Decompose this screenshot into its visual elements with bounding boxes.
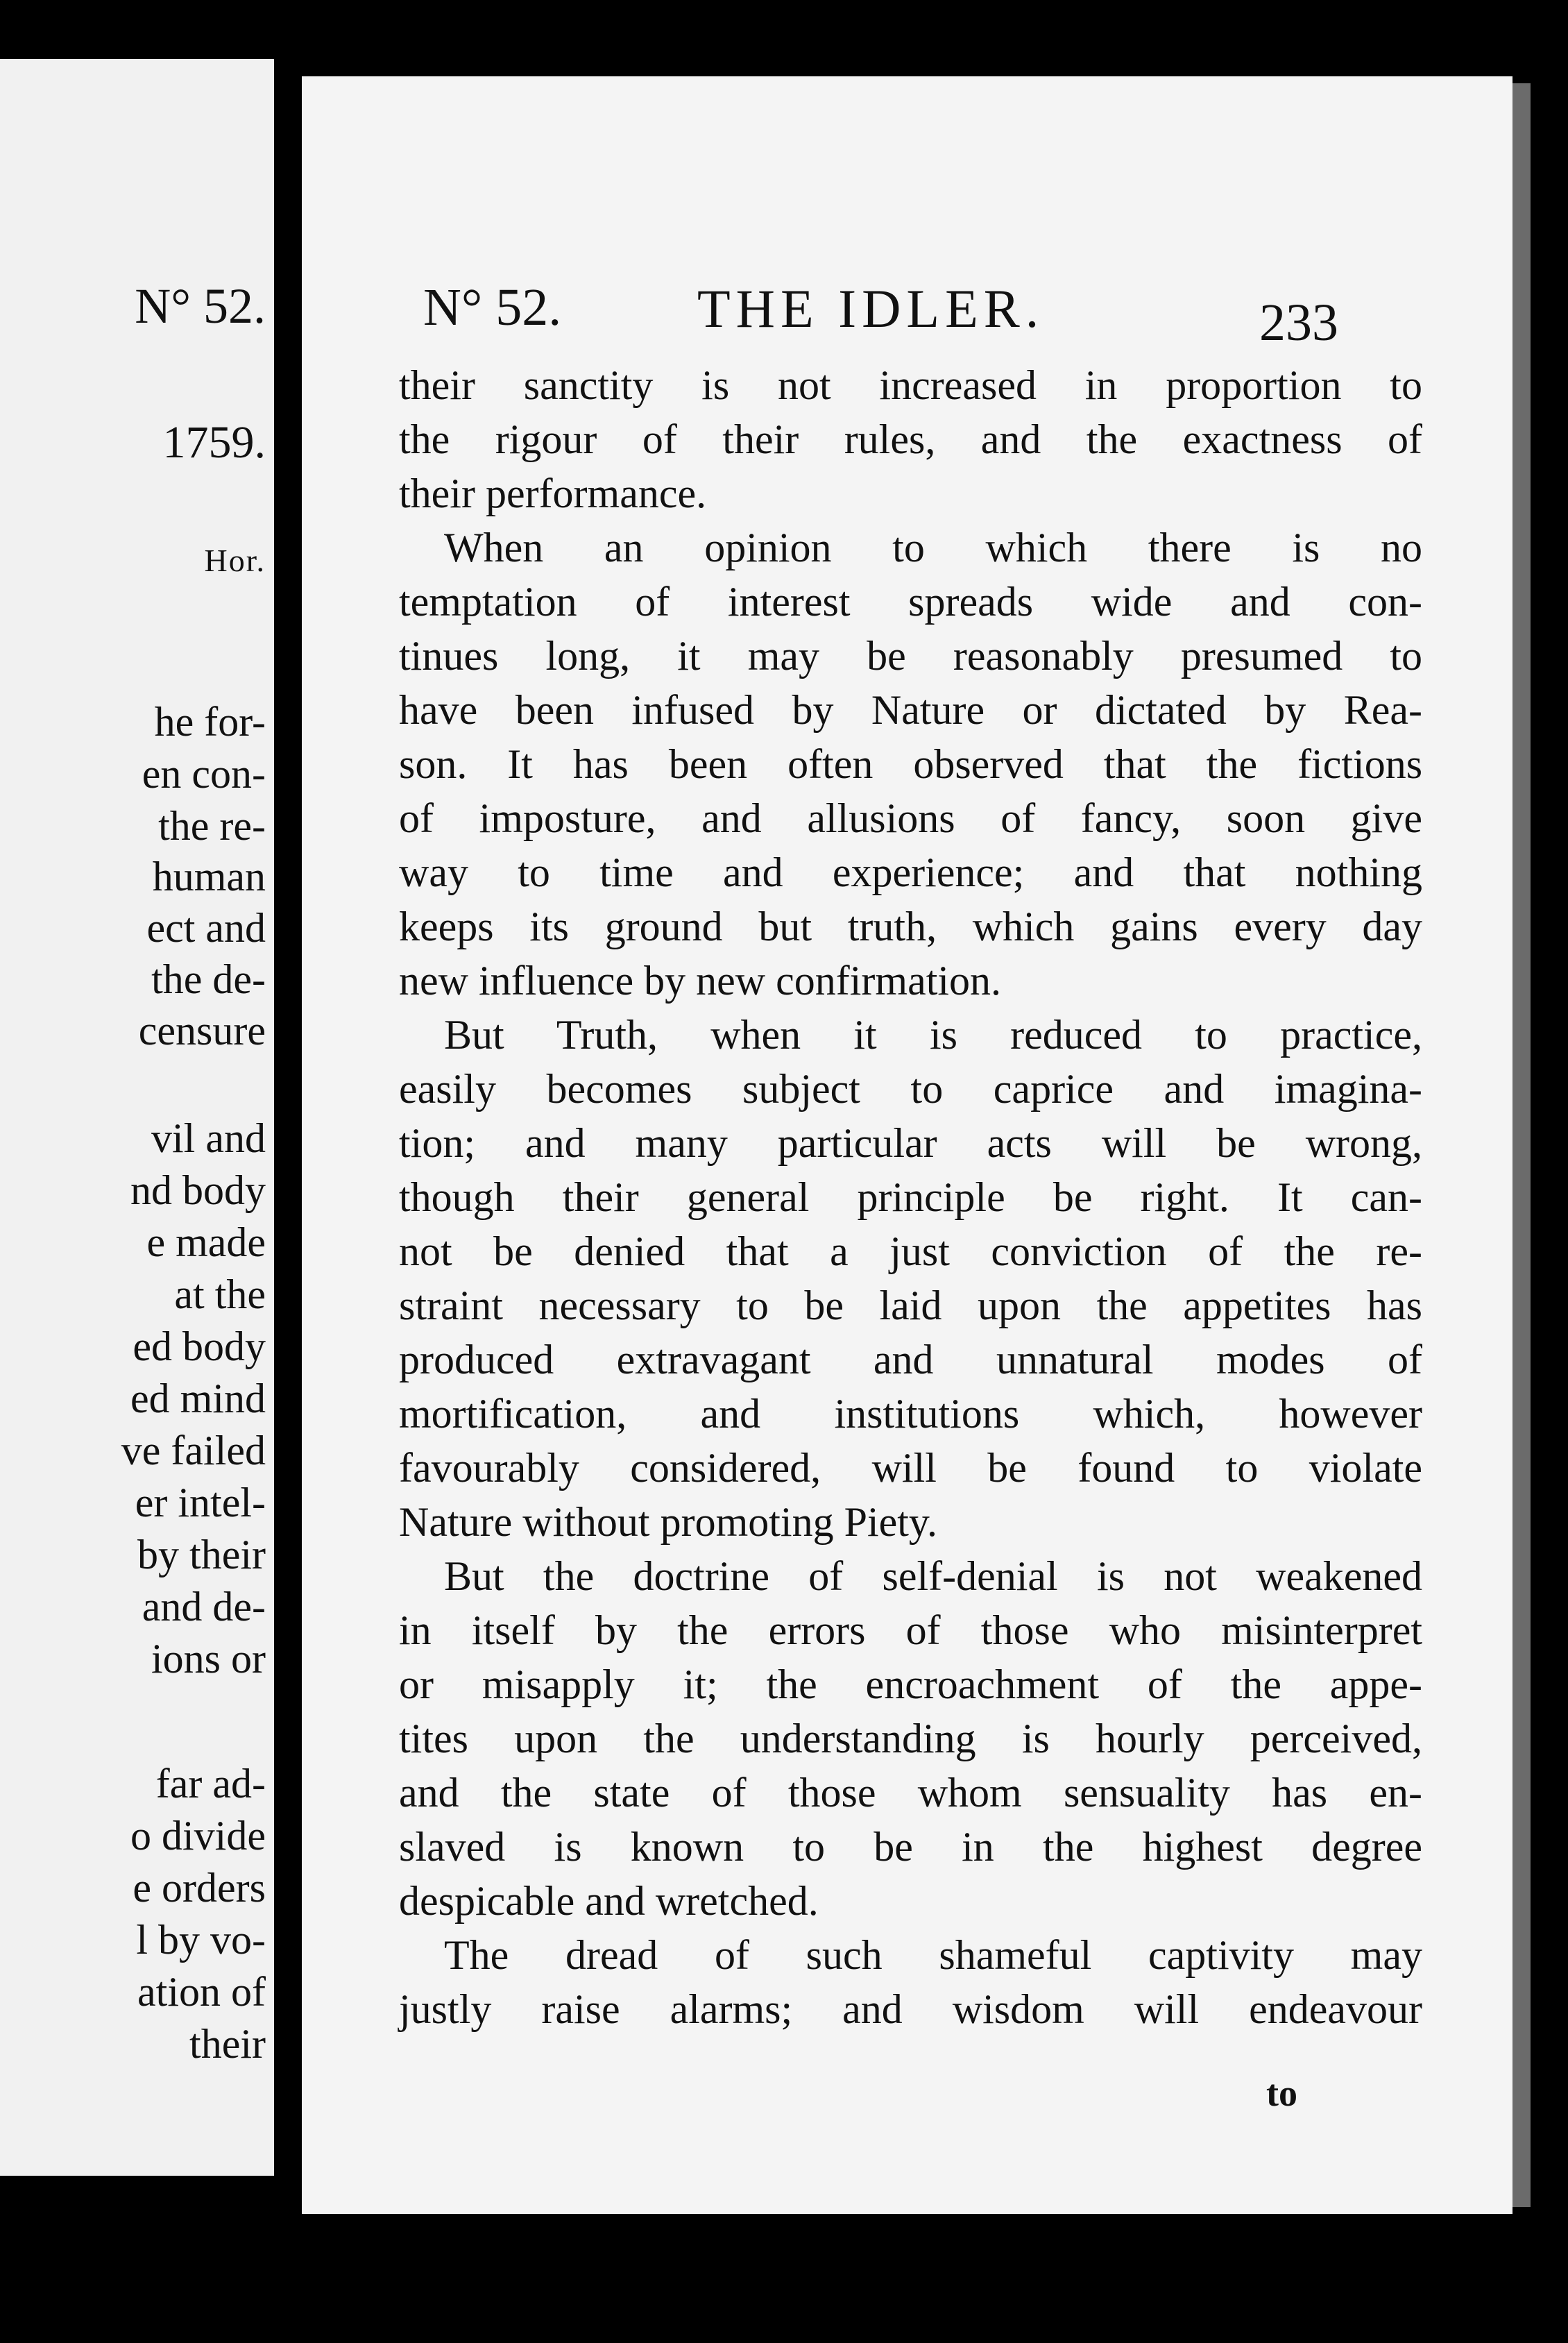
text-line: When an opinion to which there is no (444, 525, 1423, 570)
text-line: in itself by the errors of those who misinterpret (399, 1607, 1423, 1653)
text-line: or misapply it; the encroachment of the appe- (399, 1661, 1423, 1707)
left-fragment-line: the re- (158, 803, 266, 849)
text-line: straint necessary to be laid upon the appetites has (399, 1283, 1422, 1328)
text-line: and the state of those whom sensuality has en- (399, 1770, 1422, 1816)
left-fragment-line: e orders (133, 1865, 266, 1911)
left-fragment-line: o divide (130, 1813, 266, 1859)
left-fragment-line: by their (137, 1532, 266, 1577)
text-line: keeps its ground but truth, which gains every day (399, 904, 1423, 949)
left-fragment-line: ation of (137, 1969, 266, 2015)
text-line: The dread of such shameful captivity may (444, 1932, 1422, 1978)
left-fragment-line: ed body (133, 1323, 266, 1369)
running-head (302, 278, 1512, 354)
text-line: the rigour of their rules, and the exactness of (399, 416, 1422, 462)
left-fragment-line: he for- (154, 699, 266, 745)
text-line: way to time and experience; and that nothing (399, 849, 1422, 895)
left-fragment-line: ve failed (121, 1428, 266, 1473)
left-fragment-line: ed mind (130, 1376, 266, 1421)
text-line: tinues long, it may be reasonably presumed to (399, 633, 1422, 679)
left-fragment-line: ions or (151, 1636, 266, 1682)
text-line: son. It has been often observed that the fictions (399, 741, 1423, 787)
page-edge-shadow (1512, 83, 1531, 2207)
left-fragment-line: nd body (130, 1167, 266, 1213)
left-fragment-line: far ad- (155, 1761, 266, 1807)
current-page (302, 76, 1512, 2214)
text-line: their sanctity is not increased in proportion to (399, 362, 1422, 408)
left-motto-attribution: Hor. (204, 543, 266, 578)
text-line: despicable and wretched. (399, 1878, 819, 1924)
text-line: new influence by new confirmation. (399, 958, 1002, 1004)
text-line: tion; and many particular acts will be wrong, (399, 1120, 1423, 1166)
text-line: Nature without promoting Piety. (399, 1499, 938, 1545)
left-fragment-line: e made (146, 1219, 266, 1265)
catchword: to (1266, 2072, 1297, 2114)
text-line: not be denied that a just conviction of the re- (399, 1228, 1422, 1274)
left-fragment-line: and de- (142, 1584, 266, 1630)
previous-page-fragment (0, 59, 274, 2176)
text-line: But the doctrine of self-denial is not weakened (444, 1553, 1422, 1599)
left-fragment-line: vil and (151, 1115, 266, 1161)
text-line: their performance. (399, 471, 707, 516)
left-running-head-year: 1759. (162, 417, 266, 468)
left-fragment-line: the de- (151, 956, 266, 1002)
text-line: though their general principle be right. It can- (399, 1174, 1422, 1220)
text-line: easily becomes subject to caprice and imagina- (399, 1066, 1423, 1112)
text-line: But Truth, when it is reduced to practice, (444, 1012, 1422, 1058)
text-line: produced extravagant and unnatural modes of (399, 1337, 1422, 1382)
left-fragment-line: er intel- (135, 1480, 266, 1525)
text-line: mortification, and institutions which, however (399, 1391, 1422, 1437)
left-fragment-line: censure (138, 1008, 266, 1054)
text-line: favourably considered, will be found to violate (399, 1445, 1423, 1491)
text-line: tites upon the understanding is hourly perceived, (399, 1716, 1422, 1761)
left-fragment-line: at the (174, 1271, 266, 1317)
left-fragment-line: l by vo- (136, 1917, 266, 1963)
left-fragment-line: human (152, 854, 266, 899)
page-number: 233 (1259, 294, 1338, 352)
text-line: of imposture, and allusions of fancy, soon give (399, 795, 1422, 841)
page-gutter (274, 42, 302, 2200)
left-fragment-line: ect and (146, 905, 266, 951)
left-fragment-line: en con- (142, 751, 266, 797)
text-line: justly raise alarms; and wisdom will endeavour (399, 1986, 1422, 2032)
left-fragment-line: their (189, 2021, 266, 2067)
running-head-number: N° 52. (423, 278, 562, 337)
text-line: have been infused by Nature or dictated by Rea- (399, 687, 1422, 733)
running-head-title: THE IDLER. (697, 278, 1045, 339)
text-line: temptation of interest spreads wide and con- (399, 579, 1422, 625)
text-line: slaved is known to be in the highest degree (399, 1824, 1423, 1870)
left-running-head-number: N° 52. (135, 278, 266, 334)
